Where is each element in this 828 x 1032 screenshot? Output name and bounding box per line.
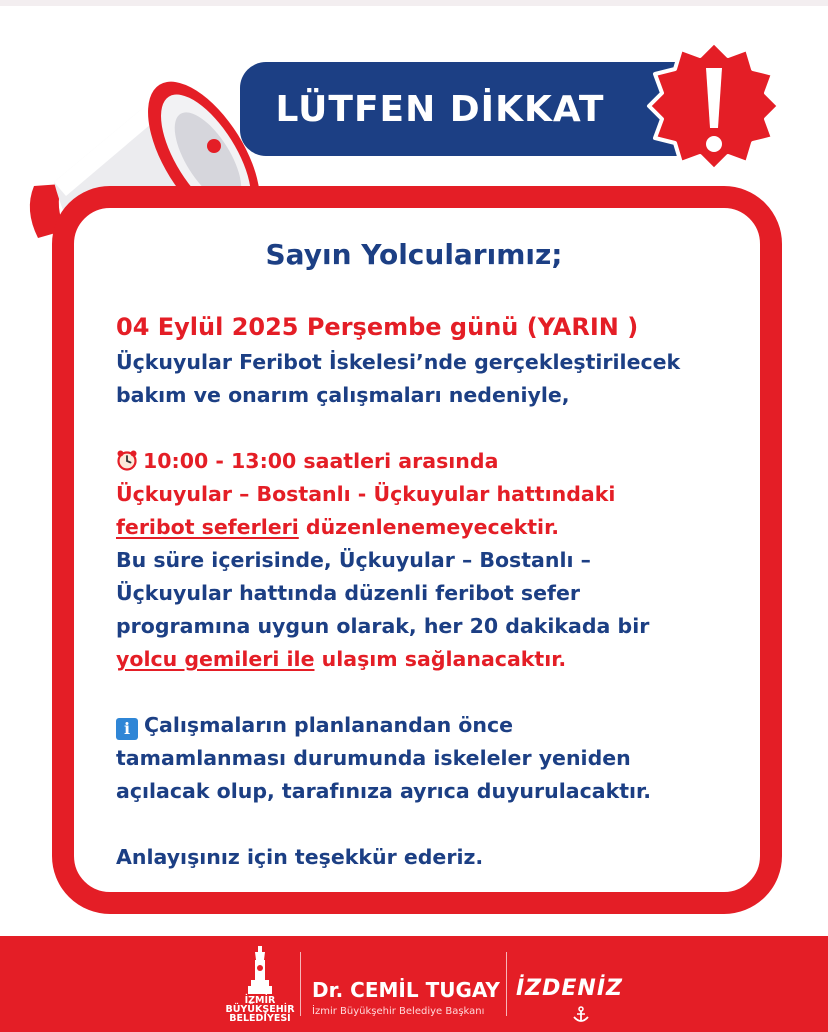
info-text-1: Çalışmaların planlanandan önce <box>144 713 514 737</box>
exclamation-badge-icon <box>646 38 782 174</box>
municipality-line-3: BELEDİYESİ <box>229 1013 291 1024</box>
info-line-3: açılacak olup, tarafınıza ayrıca duyurulacaktır. <box>116 779 652 803</box>
izdeniz-logo: İZDENİZ <box>516 976 623 1001</box>
transport-provided-text: ulaşım sağlanacaktır. <box>314 647 567 671</box>
info-icon: i <box>116 718 138 740</box>
footer-divider-right <box>506 952 507 1016</box>
alarm-clock-icon <box>116 449 138 471</box>
during-line-1: Bu süre içerisinde, Üçkuyular – Bostanlı – <box>116 548 591 572</box>
mayor-title: İzmir Büyükşehir Belediye Başkanı <box>312 1006 485 1017</box>
municipality-line-2: BÜYÜKŞEHİR <box>225 1004 295 1015</box>
ferry-services-text: feribot seferleri <box>116 515 299 539</box>
greeting: Sayın Yolcularımız; <box>265 238 563 271</box>
intro-line-2: bakım ve onarım çalışmaları nedeniyle, <box>116 383 570 407</box>
header-title: LÜTFEN DİKKAT <box>275 88 605 130</box>
top-strip <box>0 0 828 6</box>
transport-line <box>116 643 756 676</box>
info-line-1 <box>116 709 756 742</box>
clock-tower-icon <box>246 946 274 996</box>
thanks-line: Anlayışınız için teşekkür ederiz. <box>116 845 484 869</box>
footer <box>0 936 828 1032</box>
not-operated-text: düzenlenemeyecektir. <box>298 515 560 539</box>
mayor-name: Dr. CEMİL TUGAY <box>312 978 500 1002</box>
intro-line-1: Üçkuyular Feribot İskelesi’nde gerçekleştirilecek <box>116 350 681 374</box>
header-banner <box>240 62 710 156</box>
notice-body <box>116 310 756 874</box>
date-line: 04 Eylül 2025 Perşembe günü (YARIN ) <box>116 313 639 341</box>
municipality-line-1: İZMİR <box>244 995 276 1006</box>
izmir-municipality-logo <box>224 944 296 1028</box>
during-line-2: Üçkuyular hattında düzenli feribot sefer <box>116 581 580 605</box>
during-line-3: programına uygun olarak, her 20 dakikada bir <box>116 614 650 638</box>
municipality-name <box>224 996 296 1023</box>
anchor-icon <box>572 1006 590 1024</box>
passenger-ships-text: yolcu gemileri ile <box>116 647 315 671</box>
services-line <box>116 511 756 544</box>
time-range-line <box>116 445 756 478</box>
time-range: 10:00 - 13:00 saatleri arasında <box>143 449 499 473</box>
info-line-2: tamamlanması durumunda iskeleler yeniden <box>116 746 631 770</box>
footer-divider-left <box>300 952 301 1016</box>
route-line: Üçkuyular – Bostanlı - Üçkuyular hattındaki <box>116 482 616 506</box>
